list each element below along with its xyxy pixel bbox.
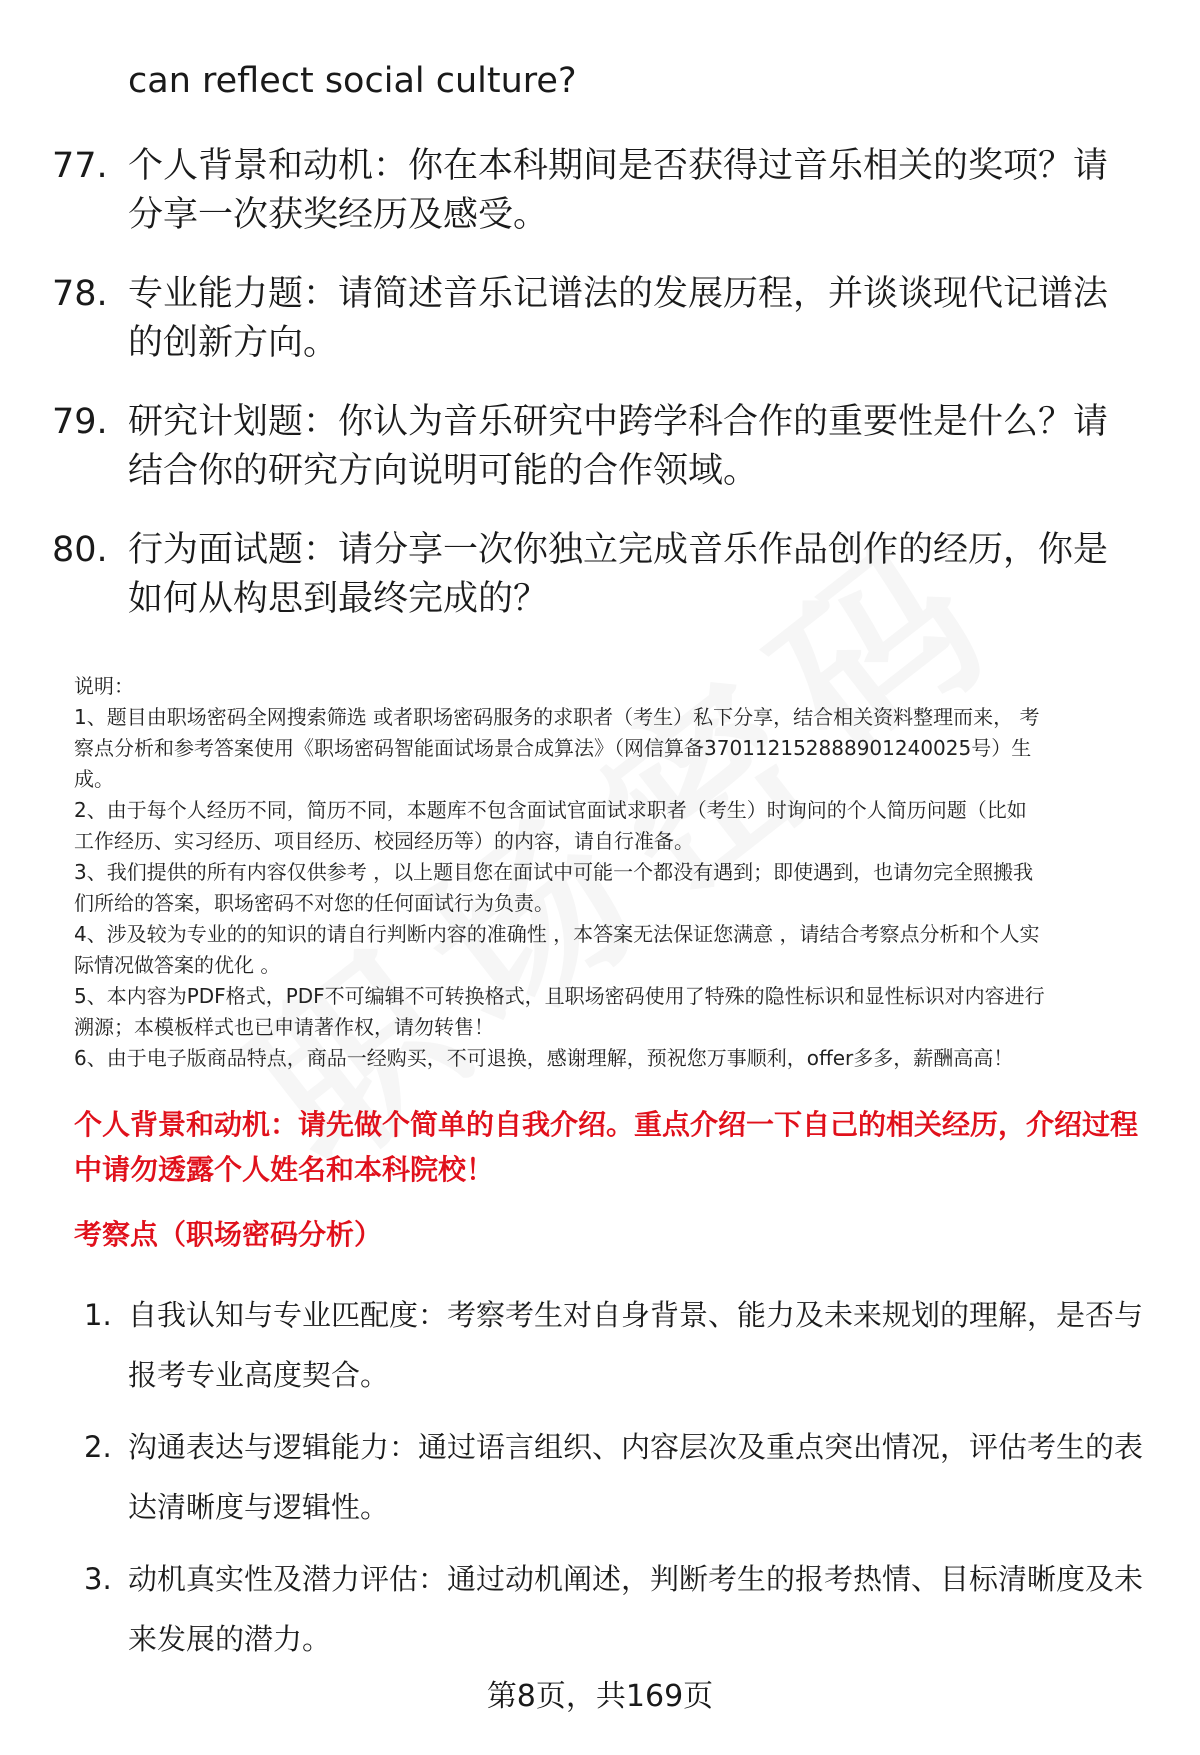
notes-line: 工作经历、实习经历、项目经历、校园经历等）的内容，请自行准备。 bbox=[74, 829, 694, 853]
question-text: 研究计划题：你认为音乐研究中跨学科合作的重要性是什么？请结合你的研究方向说明可能的合作领域。 bbox=[128, 402, 1109, 491]
question-text: 行为面试题：请分享一次你独立完成音乐作品创作的经历，你是如何从构思到最终完成的？ bbox=[128, 530, 1109, 619]
point-number: 2. bbox=[84, 1430, 112, 1464]
question-item bbox=[52, 526, 1152, 624]
page-number: 第8页，共169页 bbox=[486, 1679, 714, 1714]
notes-line: 3、我们提供的所有内容仅供参考 ，以上题目您在面试中可能一个都没有遇到；即使遇到，也请勿完全照搬我 bbox=[74, 860, 1034, 884]
question-text: 专业能力题：请简述音乐记谱法的发展历程，并谈谈现代记谱法的创新方向。 bbox=[128, 274, 1109, 363]
notes-line: 溯源；本模板样式也已申请著作权，请勿转售！ bbox=[74, 1015, 494, 1039]
notes-line: 成。 bbox=[74, 767, 114, 791]
question-item bbox=[52, 270, 1152, 368]
question-text: 个人背景和动机：你在本科期间是否获得过音乐相关的奖项？请分享一次获奖经历及感受。 bbox=[128, 146, 1109, 235]
question-number: 79. bbox=[52, 402, 108, 442]
analysis-point bbox=[84, 1285, 1154, 1405]
notes-line: 5、本内容为PDF格式，PDF不可编辑不可转换格式，且职场密码使用了特殊的隐性标识和显性标识对内容进行 bbox=[74, 984, 1045, 1008]
notes-line: 6、由于电子版商品特点，商品一经购买，不可退换，感谢理解，预祝您万事顺利，offer多多，薪酬高高！ bbox=[74, 1046, 1014, 1070]
question-number: 78. bbox=[52, 274, 108, 314]
notes-line: 2、由于每个人经历不同，简历不同，本题库不包含面试官面试求职者（考生）时询问的个人简历问题（比如 bbox=[74, 798, 1027, 822]
point-text: 沟通表达与逻辑能力：通过语言组织、内容层次及重点突出情况，评估考生的表达清晰度与逻辑性。 bbox=[128, 1430, 1144, 1524]
question-continuation: can reflect social culture? bbox=[128, 61, 577, 101]
question-number: 80. bbox=[52, 530, 108, 570]
analysis-heading: 考察点（职场密码分析） bbox=[74, 1218, 383, 1251]
point-text: 自我认知与专业匹配度：考察考生对自身背景、能力及未来规划的理解，是否与报考专业高度契合。 bbox=[128, 1298, 1144, 1392]
point-number: 3. bbox=[84, 1562, 112, 1596]
notes-line: 1、题目由职场密码全网搜索筛选 或者职场密码服务的求职者（考生）私下分享，结合相关资料整理而来， 考 bbox=[74, 705, 1040, 729]
question-number: 77. bbox=[52, 146, 108, 186]
question-item bbox=[52, 142, 1152, 240]
notes-line: 们所给的答案，职场密码不对您的任何面试行为负责。 bbox=[74, 891, 554, 915]
analysis-points bbox=[84, 1285, 1154, 1681]
analysis-point bbox=[84, 1549, 1154, 1669]
question-list bbox=[52, 142, 1152, 654]
disclaimer-notes bbox=[74, 671, 1154, 1074]
notes-line: 际情况做答案的优化 。 bbox=[74, 953, 281, 977]
point-number: 1. bbox=[84, 1298, 112, 1332]
notes-line: 察点分析和参考答案使用《职场密码智能面试场景合成算法》（网信算备370112152888901240025号）生 bbox=[74, 736, 1032, 760]
notes-line: 4、涉及较为专业的的知识的请自行判断内容的准确性 ，本答案无法保证您满意 ，请结合考察点分析和个人实 bbox=[74, 922, 1040, 946]
point-text: 动机真实性及潜力评估：通过动机阐述，判断考生的报考热情、目标清晰度及未来发展的潜力。 bbox=[128, 1562, 1144, 1656]
notes-title: 说明： bbox=[74, 674, 134, 698]
analysis-point bbox=[84, 1417, 1154, 1537]
question-item bbox=[52, 398, 1152, 496]
question-heading: 个人背景和动机：请先做个简单的自我介绍。重点介绍一下自己的相关经历，介绍过程中请勿透露个人姓名和本科院校！ bbox=[74, 1108, 1139, 1186]
